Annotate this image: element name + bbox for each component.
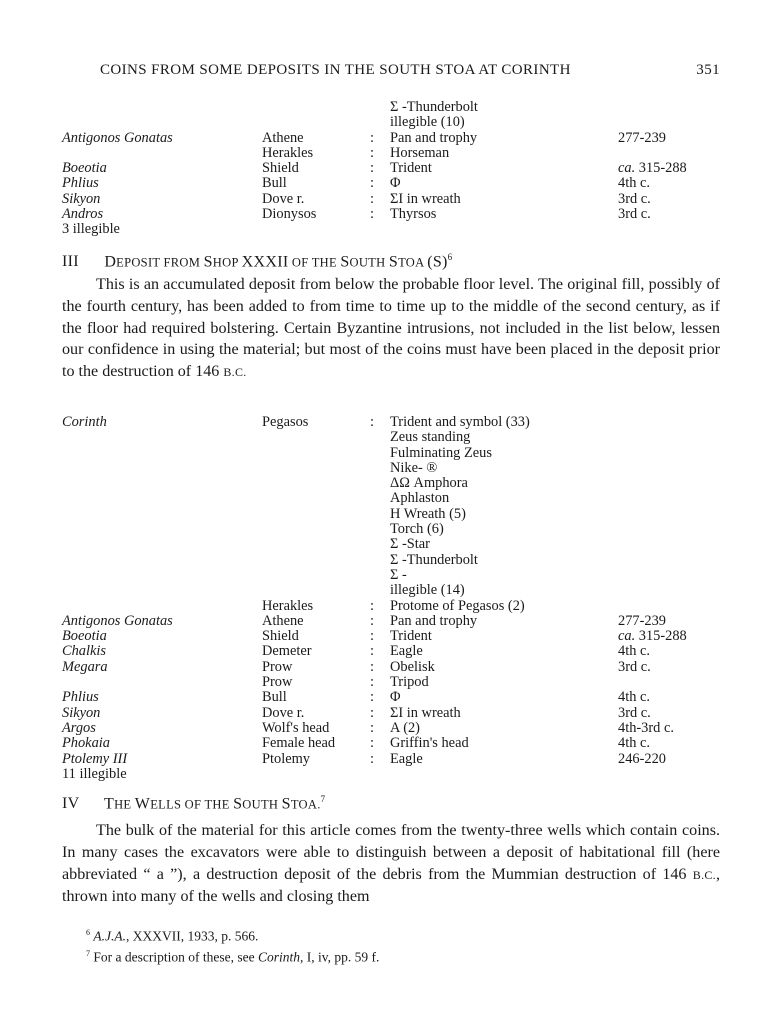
table-row [62, 629, 722, 644]
table-row [62, 583, 722, 598]
date-cell: 3rd c. [618, 190, 651, 207]
reverse-cell: Griffin's head [390, 735, 469, 752]
reverse-cell: Trident [390, 628, 432, 645]
reverse-cell: Trident and symbol (33) [390, 414, 530, 430]
separator-cell: : [370, 190, 374, 207]
date-cell: ca. 315-288 [618, 628, 687, 645]
obverse-cell: Ptolemy [262, 750, 310, 767]
table-row [62, 192, 722, 207]
separator-cell: : [370, 750, 374, 767]
reverse-cell: Horseman [390, 144, 450, 161]
table-row [62, 115, 722, 130]
table-row [62, 430, 722, 445]
obverse-cell: Herakles [262, 144, 314, 161]
running-head-title: COINS FROM SOME DEPOSITS IN THE SOUTH STOA AT CORINTH [100, 62, 571, 78]
section-iii-paragraph: This is an accumulated deposit from below the probable floor level. The original fill, possibly of the fourth century, has been added to from time to time up to the middle of the second century, as if the floor had required bolstering. Certain Byzantine intrusions, not included in the list below, lessen our confidence in using the material; but most of the coins must have been placed in the deposit prior to the destruction of 146 B.C. [62, 276, 720, 381]
illegible-count: 11 illegible [62, 765, 127, 782]
mint-cell: Sikyon [62, 190, 101, 207]
reverse-cell: Obelisk [390, 658, 435, 675]
table-row [62, 568, 722, 583]
table-row [62, 100, 722, 115]
obverse-cell: Dove r. [262, 190, 305, 207]
obverse-cell: Athene [262, 129, 304, 146]
section-heading-iv: IV THE WELLS OF THE SOUTH STOA.$^7$ [62, 794, 326, 813]
table-row [62, 507, 722, 522]
date-cell: 3rd c. [618, 658, 651, 675]
obverse-cell: Demeter [262, 643, 312, 660]
obverse-cell: Female head [262, 735, 336, 752]
reverse-cell: Tripod [390, 674, 429, 691]
date-cell: 4th c. [618, 643, 650, 660]
reverse-cell: Protome of Pegasos (2) [390, 597, 525, 614]
separator-cell: : [370, 674, 374, 691]
table-row [62, 660, 722, 675]
reverse-cell: Σ -Thunderbolt [390, 551, 478, 568]
footnote-ref: 6 [447, 252, 453, 262]
reverse-cell: Pan and trophy [390, 612, 478, 629]
table-row [62, 644, 722, 659]
illegible-count: 3 illegible [62, 221, 120, 238]
date-cell: ca. 315-288 [618, 160, 687, 177]
separator-cell: : [370, 643, 374, 660]
obverse-cell: Bull [262, 175, 287, 192]
obverse-cell: Bull [262, 689, 287, 706]
footnote-7: $^7$ For a description of these, see Corinth, I, iv, pp. 59 f. [86, 948, 380, 964]
date-cell: 4th c. [618, 689, 650, 706]
reverse-cell: Torch (6) [390, 521, 444, 538]
date-cell: 277-239 [618, 612, 666, 629]
date-cell: 4th c. [618, 735, 650, 752]
obverse-cell: Wolf's head [262, 719, 330, 736]
mint-cell: Boeotia [62, 160, 107, 177]
reverse-cell: Σ - [390, 566, 407, 583]
table-row [62, 706, 722, 721]
reverse-cell: Σ -Star [390, 536, 430, 553]
date-cell: 3rd c. [618, 704, 651, 721]
separator-cell: : [370, 414, 374, 430]
page-number: 351 [696, 62, 720, 78]
mint-cell: Phokaia [62, 735, 110, 752]
date-cell: 3rd c. [618, 206, 651, 223]
table-row [62, 146, 722, 161]
reverse-cell: A (2) [390, 719, 420, 736]
table-row [62, 721, 722, 736]
table-row [62, 675, 722, 690]
separator-cell: : [370, 612, 374, 629]
mint-cell: Argos [62, 719, 96, 736]
mint-cell: Phlius [62, 175, 99, 192]
mint-cell: Boeotia [62, 628, 107, 645]
obverse-cell: Shield [262, 628, 299, 645]
date-cell: 277-239 [618, 129, 666, 146]
table-row [62, 522, 722, 537]
mint-cell: Sikyon [62, 704, 101, 721]
mint-cell: Antigonos Gonatas [62, 612, 173, 629]
reverse-cell: Eagle [390, 643, 423, 660]
date-cell: 246-220 [618, 750, 666, 767]
obverse-cell: Prow [262, 674, 293, 691]
separator-cell: : [370, 628, 374, 645]
footnotes [86, 924, 379, 965]
separator-cell: : [370, 658, 374, 675]
reverse-cell: Nike- ® [390, 459, 438, 476]
table-row [62, 537, 722, 552]
section-iv-paragraph: The bulk of the material for this article comes from the twenty-three wells which contain coins. In many cases the excavators were able to distinguish between a deposit of habitational fill (here abbreviated “ a ”), a destruction deposit of the debris from the Mummian destruction of 146 B.C., thrown into many of the wells and closing them [62, 822, 721, 906]
table-row [62, 752, 722, 767]
obverse-cell: Dionysos [262, 206, 317, 223]
mint-cell: Ptolemy III [62, 750, 128, 767]
separator-cell: : [370, 597, 374, 614]
separator-cell: : [370, 689, 374, 706]
table-row [62, 476, 722, 491]
mint-cell: Antigonos Gonatas [62, 129, 173, 146]
reverse-cell: Trident [390, 160, 432, 177]
reverse-cell: Fulminating Zeus [390, 444, 492, 461]
section-number: IV [62, 795, 80, 813]
table-row [62, 491, 722, 506]
reverse-cell: Thyrsos [390, 206, 437, 223]
separator-cell: : [370, 704, 374, 721]
coin-table-mid [62, 415, 722, 782]
reverse-cell: H Wreath (5) [390, 505, 466, 522]
reverse-cell: Φ [390, 689, 401, 706]
date-cell: 4th-3rd c. [618, 719, 674, 736]
table-row [62, 690, 722, 705]
table-row [62, 131, 722, 146]
footnote-ref: 7 [320, 794, 326, 804]
reverse-cell: Σ -Thunderbolt [390, 99, 478, 115]
obverse-cell: Athene [262, 612, 304, 629]
table-row [62, 446, 722, 461]
reverse-cell: Φ [390, 175, 401, 192]
mint-cell: Chalkis [62, 643, 106, 660]
mint-cell: Corinth [62, 414, 107, 430]
separator-cell: : [370, 206, 374, 223]
table-row [62, 176, 722, 191]
separator-cell: : [370, 175, 374, 192]
table-row [62, 461, 722, 476]
running-head [100, 62, 720, 79]
date-cell: 4th c. [618, 175, 650, 192]
table-row [62, 736, 722, 751]
reverse-cell: Eagle [390, 750, 423, 767]
reverse-cell: Aphlaston [390, 490, 450, 507]
reverse-cell: ΣΙ in wreath [390, 704, 461, 721]
table-row [62, 553, 722, 568]
table-row [62, 599, 722, 614]
reverse-cell: illegible (14) [390, 582, 465, 599]
table-row [62, 415, 722, 430]
footnote-6: $^6$ A.J.A., XXXVII, 1933, p. 566. [86, 928, 259, 944]
mint-cell: Andros [62, 206, 104, 223]
coin-table-top [62, 100, 722, 238]
table-row [62, 614, 722, 629]
reverse-cell: Zeus standing [390, 429, 471, 446]
table-row [62, 207, 722, 222]
obverse-cell: Dove r. [262, 704, 305, 721]
obverse-cell: Shield [262, 160, 299, 177]
separator-cell: : [370, 129, 374, 146]
reverse-cell: ΣΙ in wreath [390, 190, 461, 207]
reverse-cell: Pan and trophy [390, 129, 478, 146]
separator-cell: : [370, 160, 374, 177]
section-heading-iii: III DEPOSIT FROM SHOP XXXII OF THE SOUTH STOA $(S)^6$ [62, 252, 453, 271]
separator-cell: : [370, 719, 374, 736]
obverse-cell: Herakles [262, 597, 314, 614]
separator-cell: : [370, 144, 374, 161]
mint-cell: Megara [62, 658, 108, 675]
reverse-cell: illegible (10) [390, 114, 465, 131]
section-number: III [62, 253, 79, 271]
table-row [62, 161, 722, 176]
obverse-cell: Pegasos [262, 414, 309, 430]
separator-cell: : [370, 735, 374, 752]
reverse-cell: ΔΩ Amphora [390, 475, 468, 492]
mint-cell: Phlius [62, 689, 99, 706]
obverse-cell: Prow [262, 658, 293, 675]
